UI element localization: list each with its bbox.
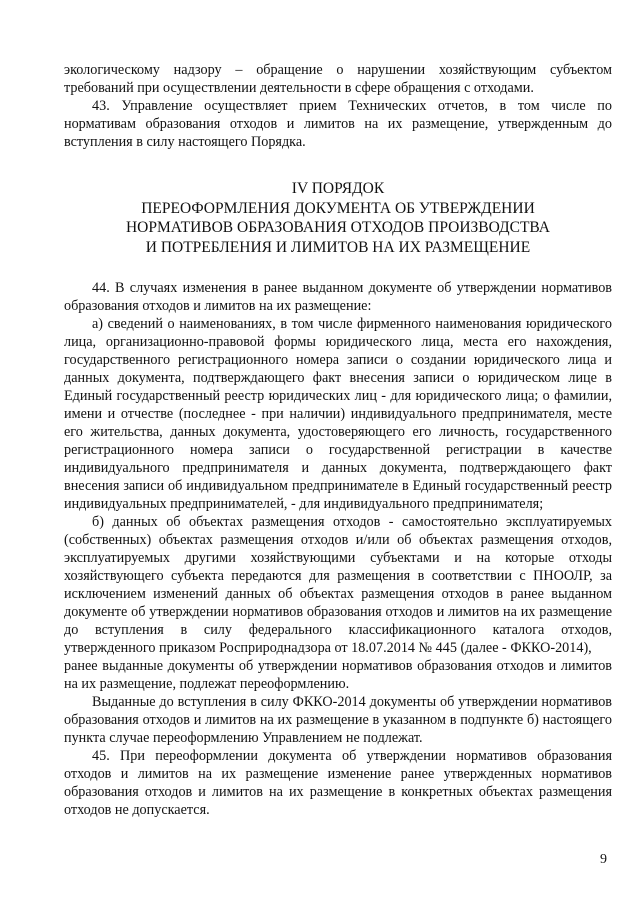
- paragraph-continuation: экологическому надзору – обращение о нарушении хозяйствующим субъектом требований при осуществлении деятельности в сфере обращения с отходами.: [64, 62, 612, 96]
- page-number: 9: [600, 852, 607, 867]
- page-body: [64, 61, 612, 819]
- heading-line-2: ПЕРЕОФОРМЛЕНИЯ ДОКУМЕНТА ОБ УТВЕРЖДЕНИИ: [141, 199, 535, 217]
- paragraph-44: 44. В случаях изменения в ранее выданном документе об утверждении нормативов образования отходов и лимитов на их размещение:: [64, 280, 612, 314]
- paragraph-44-b: б) данных об объектах размещения отходов - самостоятельно эксплуатируемых (собственных) объектах размещения отходов и/или об объектах размещения отходов, эксплуатируемых другими хозяйствующими субъектами и на которые отходы хозяйствующего субъекта передаются для размещения в соответствии с ПНООЛР, за исключением изменений данных об объектах размещения отходов в ранее выданном документе об утверждении нормативов образования отходов и лимитов на их размещение до вступления в силу федерального классификационного каталога отходов, утвержденного приказом Росприроднадзора от 18.07.2014 № 445 (далее - ФККО-2014),: [64, 514, 612, 656]
- heading-line-3: НОРМАТИВОВ ОБРАЗОВАНИЯ ОТХОДОВ ПРОИЗВОДСТВА: [125, 219, 550, 236]
- paragraph-43: 43. Управление осуществляет прием Технических отчетов, в том числе по нормативам образования отходов и лимитов на их размещение, утвержденным до вступления в силу настоящего Порядка.: [64, 98, 612, 150]
- paragraph-44-a: а) сведений о наименованиях, в том числе фирменного наименования юридического лица, организационно-правовой формы юридического лица, места его нахождения, государственного регистрационного номера записи о создании юридического лица и данных документа, подтверждающего факт внесения записи о юридическом лице в Единый государственный реестр юридических лиц - для юридического лица; о фамилии, имени и отчестве (последнее - при наличии) индивидуального предпринимателя, месте его жительства, данных документа, удостоверяющего его личность, государственного регистрационного номера записи о государственной регистрации в качестве индивидуального предпринимателя и данных документа, подтверждающего факт внесения записи об индивидуальном предпринимателе в Единый государственный реестр индивидуальных предпринимателей, - для индивидуального предпринимателя;: [64, 316, 612, 512]
- heading-line-4: И ПОТРЕБЛЕНИЯ И ЛИМИТОВ НА ИХ РАЗМЕЩЕНИЕ: [145, 238, 531, 256]
- section-heading: [64, 179, 612, 257]
- heading-line-1: IV ПОРЯДОК: [291, 180, 385, 197]
- paragraph-44-issued: Выданные до вступления в силу ФККО-2014 документы об утверждении нормативов образования отходов и лимитов на их размещение в указанном в подпункте б) настоящего пункта случае переоформлению Управлением не подлежат.: [64, 694, 612, 746]
- paragraph-45: 45. При переоформлении документа об утверждении нормативов образования отходов и лимитов на их размещение изменение ранее утвержденных нормативов образования отходов и лимитов на их размещение в конкретных объектах размещения отходов не допускается.: [64, 748, 612, 818]
- paragraph-44-tail: ранее выданные документы об утверждении нормативов образования отходов и лимитов на их размещение, подлежат переоформлению.: [64, 658, 612, 692]
